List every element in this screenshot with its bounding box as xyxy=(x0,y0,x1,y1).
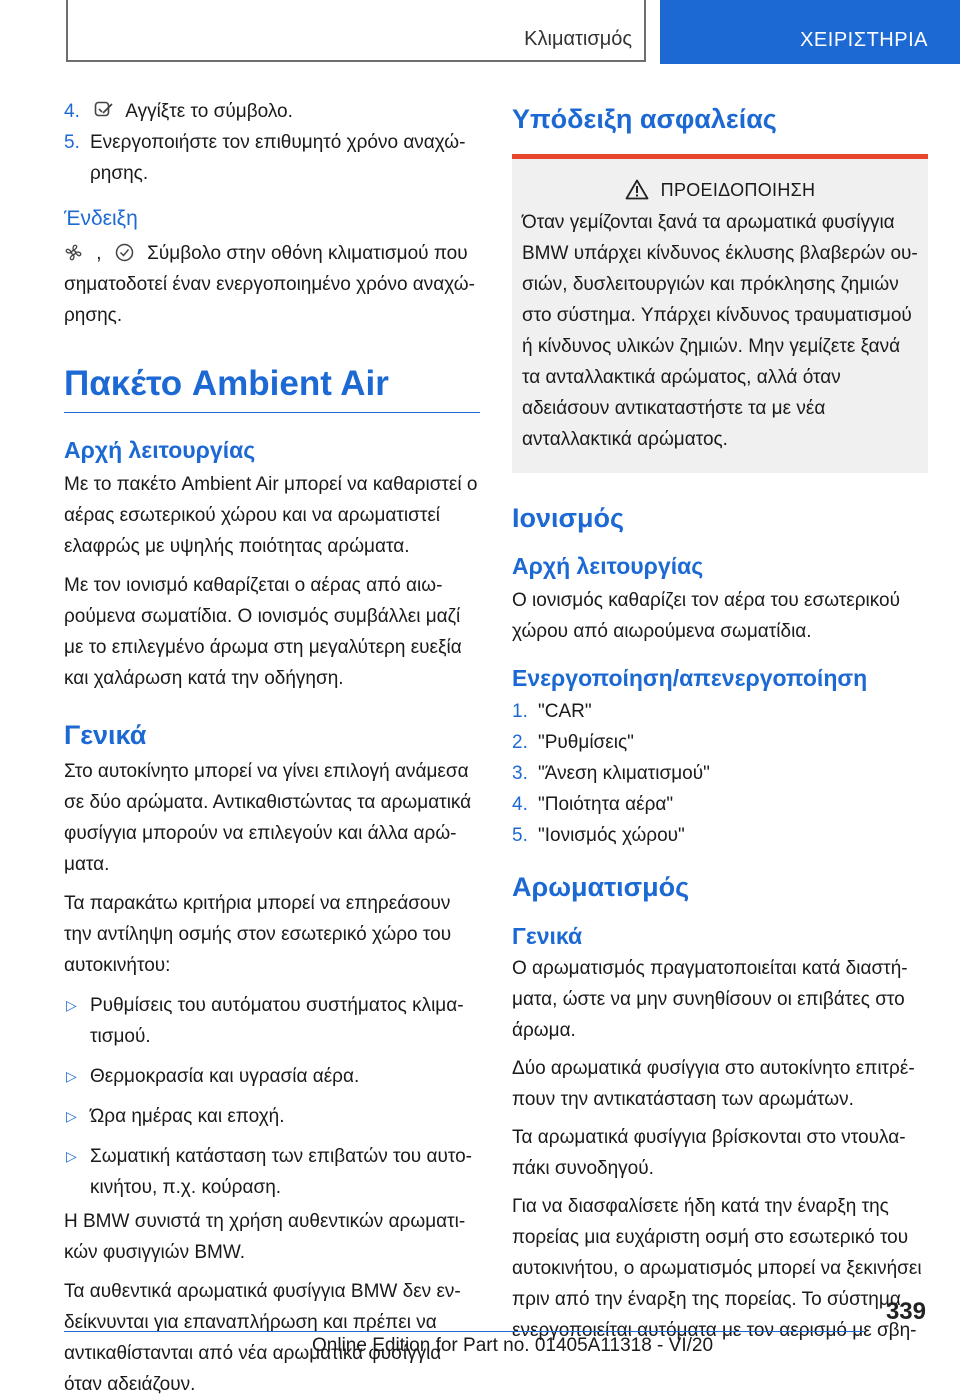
step-text: "Ιονισμός χώρου" xyxy=(538,825,685,846)
paragraph: Ο ιονισμός καθαρίζει τον αέρα του εσωτερικού χώρου από αιωρούμενα σωματίδια. xyxy=(512,590,900,642)
activation-steps xyxy=(512,696,928,851)
edition-text: Online Edition for Part no. 01405A11318 - VI/20 xyxy=(312,1335,714,1356)
paragraph: Δύο αρωματικά φυσίγγια στο αυτοκίνητο επιτρέπουν την αντικατάσταση των αρωμάτων. xyxy=(512,1058,915,1110)
paragraph: Τα αυθεντικά αρωματικά φυσίγγια BMW δεν ενδείκνυνται για επαναπλήρωση και πρέπει να αντικαθίστανται από νέα αρωματικά φυσίγγια όταν αδειάζουν. xyxy=(64,1281,461,1395)
list-item xyxy=(64,1061,480,1092)
paragraph: Με τον ιονισμό καθαρίζεται ο αέρας από αιωρούμενα σωματίδια. Ο ιονισμός συμβάλλει μαζί με το επιλεγμένο άρωμα στη μεγαλύτερη ευεξία και χαλάρωση κατά την οδήγηση. xyxy=(64,575,462,689)
paragraph: Στο αυτοκίνητο μπορεί να γίνει επιλογή ανάμεσα σε δύο αρώματα. Αντικαθιστώντας τα αρωματικά φυσίγγια μπορούν να επιλεγούν και άλλα αρώματα. xyxy=(64,761,472,875)
section-tab xyxy=(660,0,960,64)
list-item-text: Ρυθμίσεις του αυτόματου συστήματος κλιματισμού. xyxy=(90,995,464,1047)
list-item-text: Ώρα ημέρας και εποχή. xyxy=(90,1106,285,1127)
paragraph: Η BMW συνιστά τη χρήση αυθεντικών αρωματικών φυσιγγιών BMW. xyxy=(64,1211,466,1263)
activation-heading: Ενεργοποίηση/απενεργοποίηση xyxy=(512,665,868,691)
ion-operation-heading: Αρχή λειτουργίας xyxy=(512,553,704,579)
step-number: 2. xyxy=(512,732,528,753)
fan-icon xyxy=(64,241,83,260)
triangle-bullet-icon: ▷ xyxy=(66,1148,77,1164)
step-item xyxy=(512,696,928,727)
step-number: 1. xyxy=(512,701,528,722)
step-number: 5. xyxy=(512,825,528,846)
step-text: Αγγίξτε το σύμβολο. xyxy=(125,101,293,122)
warning-box xyxy=(512,154,928,473)
step-number: 3. xyxy=(512,763,528,784)
step-item xyxy=(64,127,480,189)
chapter-tab xyxy=(66,0,646,62)
indication-separator: , xyxy=(96,243,102,264)
indication-text: Σύμβολο στην οθόνη κλιματισμού που σηματοδοτεί έναν ενεργοποιημένο χρόνο αναχώρησης. xyxy=(64,243,475,326)
list-item xyxy=(64,1141,480,1203)
general-heading: Γενικά xyxy=(64,720,147,750)
step-number: 4. xyxy=(64,101,80,122)
fragrance-heading: Αρωματισμός xyxy=(512,872,690,902)
step-text: "CAR" xyxy=(538,701,592,722)
step-item xyxy=(512,727,928,758)
ambient-air-heading: Πακέτο Ambient Air xyxy=(64,364,389,403)
step-text: "Ποιότητα αέρα" xyxy=(538,794,674,815)
step-item xyxy=(512,758,928,789)
clock-check-icon xyxy=(115,241,134,260)
paragraph: Με το πακέτο Ambient Air μπορεί να καθαριστεί ο αέρας εσωτερικού χώρου και να αρωματιστεί ελαφρώς με υψηλής ποιότητας αρώματα. xyxy=(64,474,478,557)
triangle-bullet-icon: ▷ xyxy=(66,1108,77,1124)
paragraph: Ο αρωματισμός πραγματοποιείται κατά διαστήματα, ώστε να μην συνηθίσουν οι επιβάτες στο άρωμα. xyxy=(512,958,908,1041)
right-column xyxy=(512,96,928,1346)
list-item-text: Θερμοκρασία και υγρασία αέρα. xyxy=(90,1066,360,1087)
ionization-heading: Ιονισμός xyxy=(512,503,625,533)
section-label: ΧΕΙΡΙΣΤΗΡΙΑ xyxy=(800,29,928,51)
warning-title-row xyxy=(522,175,918,205)
step-item xyxy=(512,820,928,851)
step-item xyxy=(64,96,480,127)
warning-title: ΠΡΟΕΙΔΟΠΟΙΗΣΗ xyxy=(660,180,816,200)
left-column xyxy=(64,96,480,1400)
warning-text: Όταν γεμίζονται ξανά τα αρωματικά φυσίγγια BMW υπάρχει κίνδυνος έκλυσης βλαβερών ουσιών, δυσλειτουργιών και πρόκλησης ζημιών στο σύστημα. Υπάρχει κίνδυνος τραυματισμού ή κίνδυνος υλικών ζημιών. Μην γεμίζετε ξανά τα ανταλλακτικά αρώματος, αλλά όταν αδειάσουν αντικαταστήστε τα με νέα ανταλλακτικά αρώματος. xyxy=(522,212,918,450)
heading-divider xyxy=(64,412,480,413)
indication-paragraph xyxy=(64,238,480,331)
step-item xyxy=(512,789,928,820)
triangle-bullet-icon: ▷ xyxy=(66,997,77,1013)
step-text: Ενεργοποιήστε τον επιθυμητό χρόνο αναχώρησης. xyxy=(90,132,466,184)
footer-divider xyxy=(64,1331,864,1332)
operation-heading: Αρχή λειτουργίας xyxy=(64,437,256,463)
departure-time-icon xyxy=(94,99,113,118)
warning-triangle-icon xyxy=(625,179,649,200)
indication-heading: Ένδειξη xyxy=(64,207,138,230)
page-footer xyxy=(0,1290,960,1362)
step-number: 4. xyxy=(512,794,528,815)
step-number: 5. xyxy=(64,132,80,153)
paragraph: Τα παρακάτω κριτήρια μπορεί να επηρεάσουν την αντίληψη οσμής στον εσωτερικό χώρο του αυτοκινήτου: xyxy=(64,893,452,976)
paragraph: Για να διασφαλίσετε ήδη κατά την έναρξη της πορείας μια ευχάριστη οσμή στο εσωτερικό του αυτοκινήτου, ο αρωματισμός μπορεί να ξεκινήσει πριν από την έναρξη της πορείας. Το σύστημα ενεργοποιείται αυτόματα με τον αερισμό με σβη- xyxy=(512,1196,922,1341)
chapter-title: Κλιματισμός xyxy=(524,28,632,50)
fragrance-general-heading: Γενικά xyxy=(512,923,583,949)
page-header xyxy=(0,0,960,64)
step-text: "Ρυθμίσεις" xyxy=(538,732,634,753)
page-number: 339 xyxy=(885,1298,926,1325)
safety-heading: Υπόδειξη ασφαλείας xyxy=(512,104,777,134)
list-item xyxy=(64,1101,480,1132)
list-item-text: Σωματική κατάσταση των επιβατών του αυτοκινήτου, π.χ. κούραση. xyxy=(90,1146,472,1198)
triangle-bullet-icon: ▷ xyxy=(66,1068,77,1084)
paragraph: Τα αρωματικά φυσίγγια βρίσκονται στο ντουλαπάκι συνοδηγού. xyxy=(512,1127,906,1179)
step-text: "Άνεση κλιματισμού" xyxy=(538,763,710,784)
list-item xyxy=(64,990,480,1052)
